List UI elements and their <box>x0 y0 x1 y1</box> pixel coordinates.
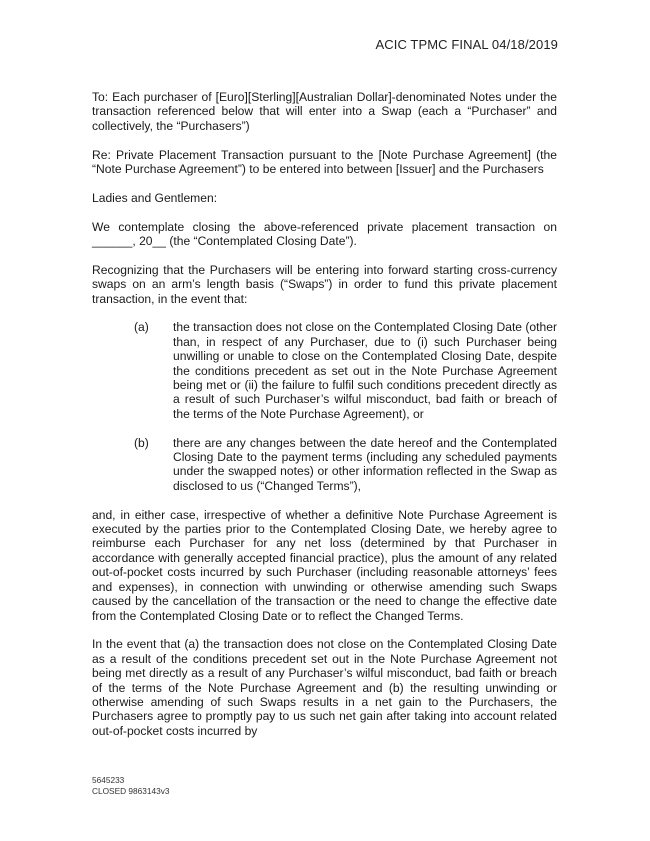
reimbursement-paragraph: and, in either case, irrespective of whether a definitive Note Purchase Agreement is executed by the parties prior to the Contemplated Closing Date, we hereby agree to reimburse each Purchaser for any net loss (determined by that Purchaser in accordance with generally accepted financial practice), plus the amount of any related out-of-pocket costs incurred by such Purchaser (including reasonable attorneys’ fees and expenses), in connection with unwinding or otherwise amending such Swaps caused by the cancellation of the transaction or the need to change the effective date from the Contemplated Closing Date or to reflect the Changed Terms. <box>92 507 557 623</box>
document-reference-header: ACIC TPMC FINAL 04/18/2019 <box>375 37 558 52</box>
net-gain-paragraph: In the event that (a) the transaction does not close on the Contemplated Closing Date as a result of the conditions precedent set out in the Note Purchase Agreement not being met directly as a result of any Purchaser’s wilful misconduct, bad faith or breach of the terms of the Note Purchase Agreement and (b) the resulting unwinding or otherwise amending of such Swaps results in a net gain to the Purchasers, the Purchasers agree to promptly pay to us such net gain after taking into account related out-of-pocket costs incurred by <box>92 637 557 738</box>
condition-item <box>92 436 557 494</box>
footer-doc-version: CLOSED 9863143v3 <box>92 786 170 796</box>
condition-label: (a) <box>134 320 149 335</box>
closing-date-paragraph: We contemplate closing the above-referenced private placement transaction on ______, 20__ (the “Contemplated Closing Date”). <box>92 219 557 249</box>
document-footer <box>92 775 170 797</box>
condition-label: (b) <box>134 435 149 450</box>
recognition-paragraph: Recognizing that the Purchasers will be entering into forward starting cross-currency swaps on an arm’s length basis (“Swaps”) in order to fund this private placement transaction, in the event that: <box>92 262 557 306</box>
condition-text: the transaction does not close on the Contemplated Closing Date (other than, in respect of any Purchaser, due to (i) such Purchaser being unwilling or unable to close on the Contemplated Closing Date, despite the conditions precedent as set out in the Note Purchase Agreement being met or (ii) the failure to fulfil such conditions precedent directly as a result of such Purchaser’s wilful misconduct, bad faith or breach of the terms of the Note Purchase Agreement), or <box>173 320 557 421</box>
letter-body <box>92 90 557 753</box>
condition-item <box>92 320 557 421</box>
subject-line: Re: Private Placement Transaction pursuant to the [Note Purchase Agreement] (the “Note Purchase Agreement”) to be entered into between [Issuer] and the Purchasers <box>92 147 557 177</box>
addressee-line: To: Each purchaser of [Euro][Sterling][Australian Dollar]-denominated Notes under the transaction referenced below that will enter into a Swap (each a “Purchaser” and collectively, the “Purchasers”) <box>92 90 557 133</box>
footer-doc-number: 5645233 <box>92 775 125 785</box>
condition-text: there are any changes between the date hereof and the Contemplated Closing Date to the payment terms (including any scheduled payments under the swapped notes) or other information reflected in the Swap as disclosed to us (“Changed Terms”), <box>173 435 557 493</box>
salutation: Ladies and Gentlemen: <box>92 190 218 205</box>
